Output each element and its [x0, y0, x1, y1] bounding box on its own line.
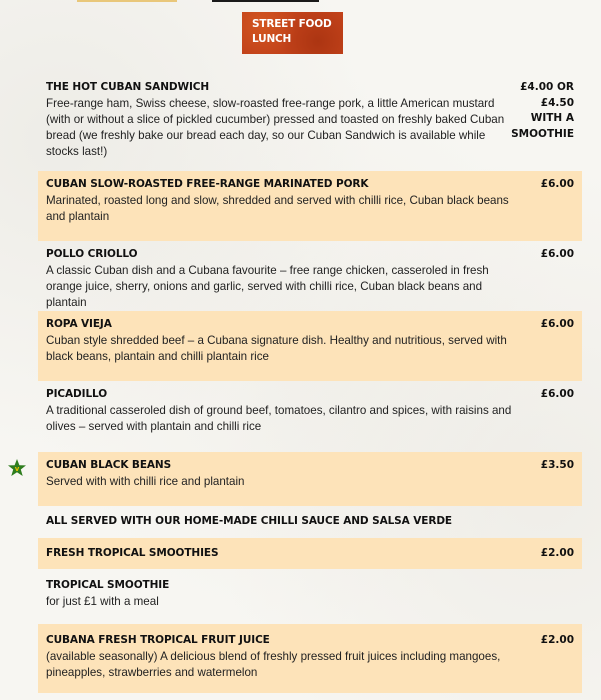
menu-item: [38, 624, 582, 693]
price-line: £4.00 OR: [520, 81, 574, 93]
menu-item: [38, 74, 582, 166]
section-title-line2: LUNCH: [252, 33, 292, 45]
vegetarian-star-icon: [7, 458, 27, 478]
menu-item: [38, 171, 582, 241]
item-description: Cuban style shredded beef – a Cubana signature dish. Healthy and nutritious, served with black beans, plantain and chilli plantain rice: [46, 334, 507, 363]
item-description: A traditional casseroled dish of ground beef, tomatoes, cilantro and spices, with raisins and olives – served with plantain and chilli rice: [46, 404, 512, 433]
price-line: £4.50: [540, 96, 574, 109]
menu-item: [38, 381, 582, 451]
item-name: CUBAN SLOW-ROASTED FREE-RANGE MARINATED PORK: [46, 178, 369, 190]
item-price: £6.00: [540, 318, 574, 330]
top-tab-dark[interactable]: [212, 0, 319, 2]
item-description: Served with with chilli rice and plantain: [46, 475, 245, 488]
item-description: (available seasonally) A delicious blend of freshly pressed fruit juices including mangoes, pineapples, strawberries and watermelon: [46, 650, 501, 679]
menu-item: [38, 538, 582, 569]
menu-item: [38, 241, 582, 311]
item-name: FRESH TROPICAL SMOOTHIES: [46, 547, 219, 559]
section-badge: [242, 12, 343, 54]
item-name: CUBAN BLACK BEANS: [46, 459, 172, 471]
item-price: £6.00: [540, 248, 574, 260]
item-name: PICADILLO: [46, 388, 108, 400]
item-price: £2.00: [540, 634, 574, 646]
section-title-line1: STREET FOOD: [252, 18, 332, 30]
svg-text:v: v: [14, 465, 20, 473]
price-line: WITH A: [530, 112, 574, 124]
item-name: POLLO CRIOLLO: [46, 248, 138, 260]
item-description: for just £1 with a meal: [46, 595, 159, 608]
item-price: £6.00: [540, 178, 574, 190]
item-name: ROPA VIEJA: [46, 318, 112, 330]
menu-item: [38, 311, 582, 381]
item-description: A classic Cuban dish and a Cubana favourite – free range chicken, casseroled in fresh orange juice, sherry, onions and garlic, served with chilli rice, Cuban black beans and plantain: [46, 264, 489, 309]
item-description: Free-range ham, Swiss cheese, slow-roasted free-range pork, a little American mustard (with or without a slice of pickled cucumber) pressed and toasted on freshly baked Cuban bread (we freshly bake our bread each day, so our Cuban Sandwich is available while stocks last!): [46, 97, 505, 158]
item-price: £2.00: [540, 547, 574, 559]
item-price: £3.50: [540, 459, 574, 471]
item-name: TROPICAL SMOOTHIE: [46, 579, 170, 591]
item-name: CUBANA FRESH TROPICAL FRUIT JUICE: [46, 634, 270, 646]
price-line: SMOOTHIE: [511, 127, 574, 140]
menu-item: [38, 452, 582, 506]
item-price: [511, 80, 574, 142]
item-description: Marinated, roasted long and slow, shredded and served with chilli rice, Cuban black beans and plantain: [46, 194, 509, 223]
item-price: £6.00: [540, 388, 574, 400]
menu-item: [38, 572, 582, 622]
top-tab-gold[interactable]: [77, 0, 177, 2]
served-with-note: ALL SERVED WITH OUR HOME-MADE CHILLI SAUCE AND SALSA VERDE: [46, 515, 453, 527]
item-name: THE HOT CUBAN SANDWICH: [46, 81, 210, 93]
